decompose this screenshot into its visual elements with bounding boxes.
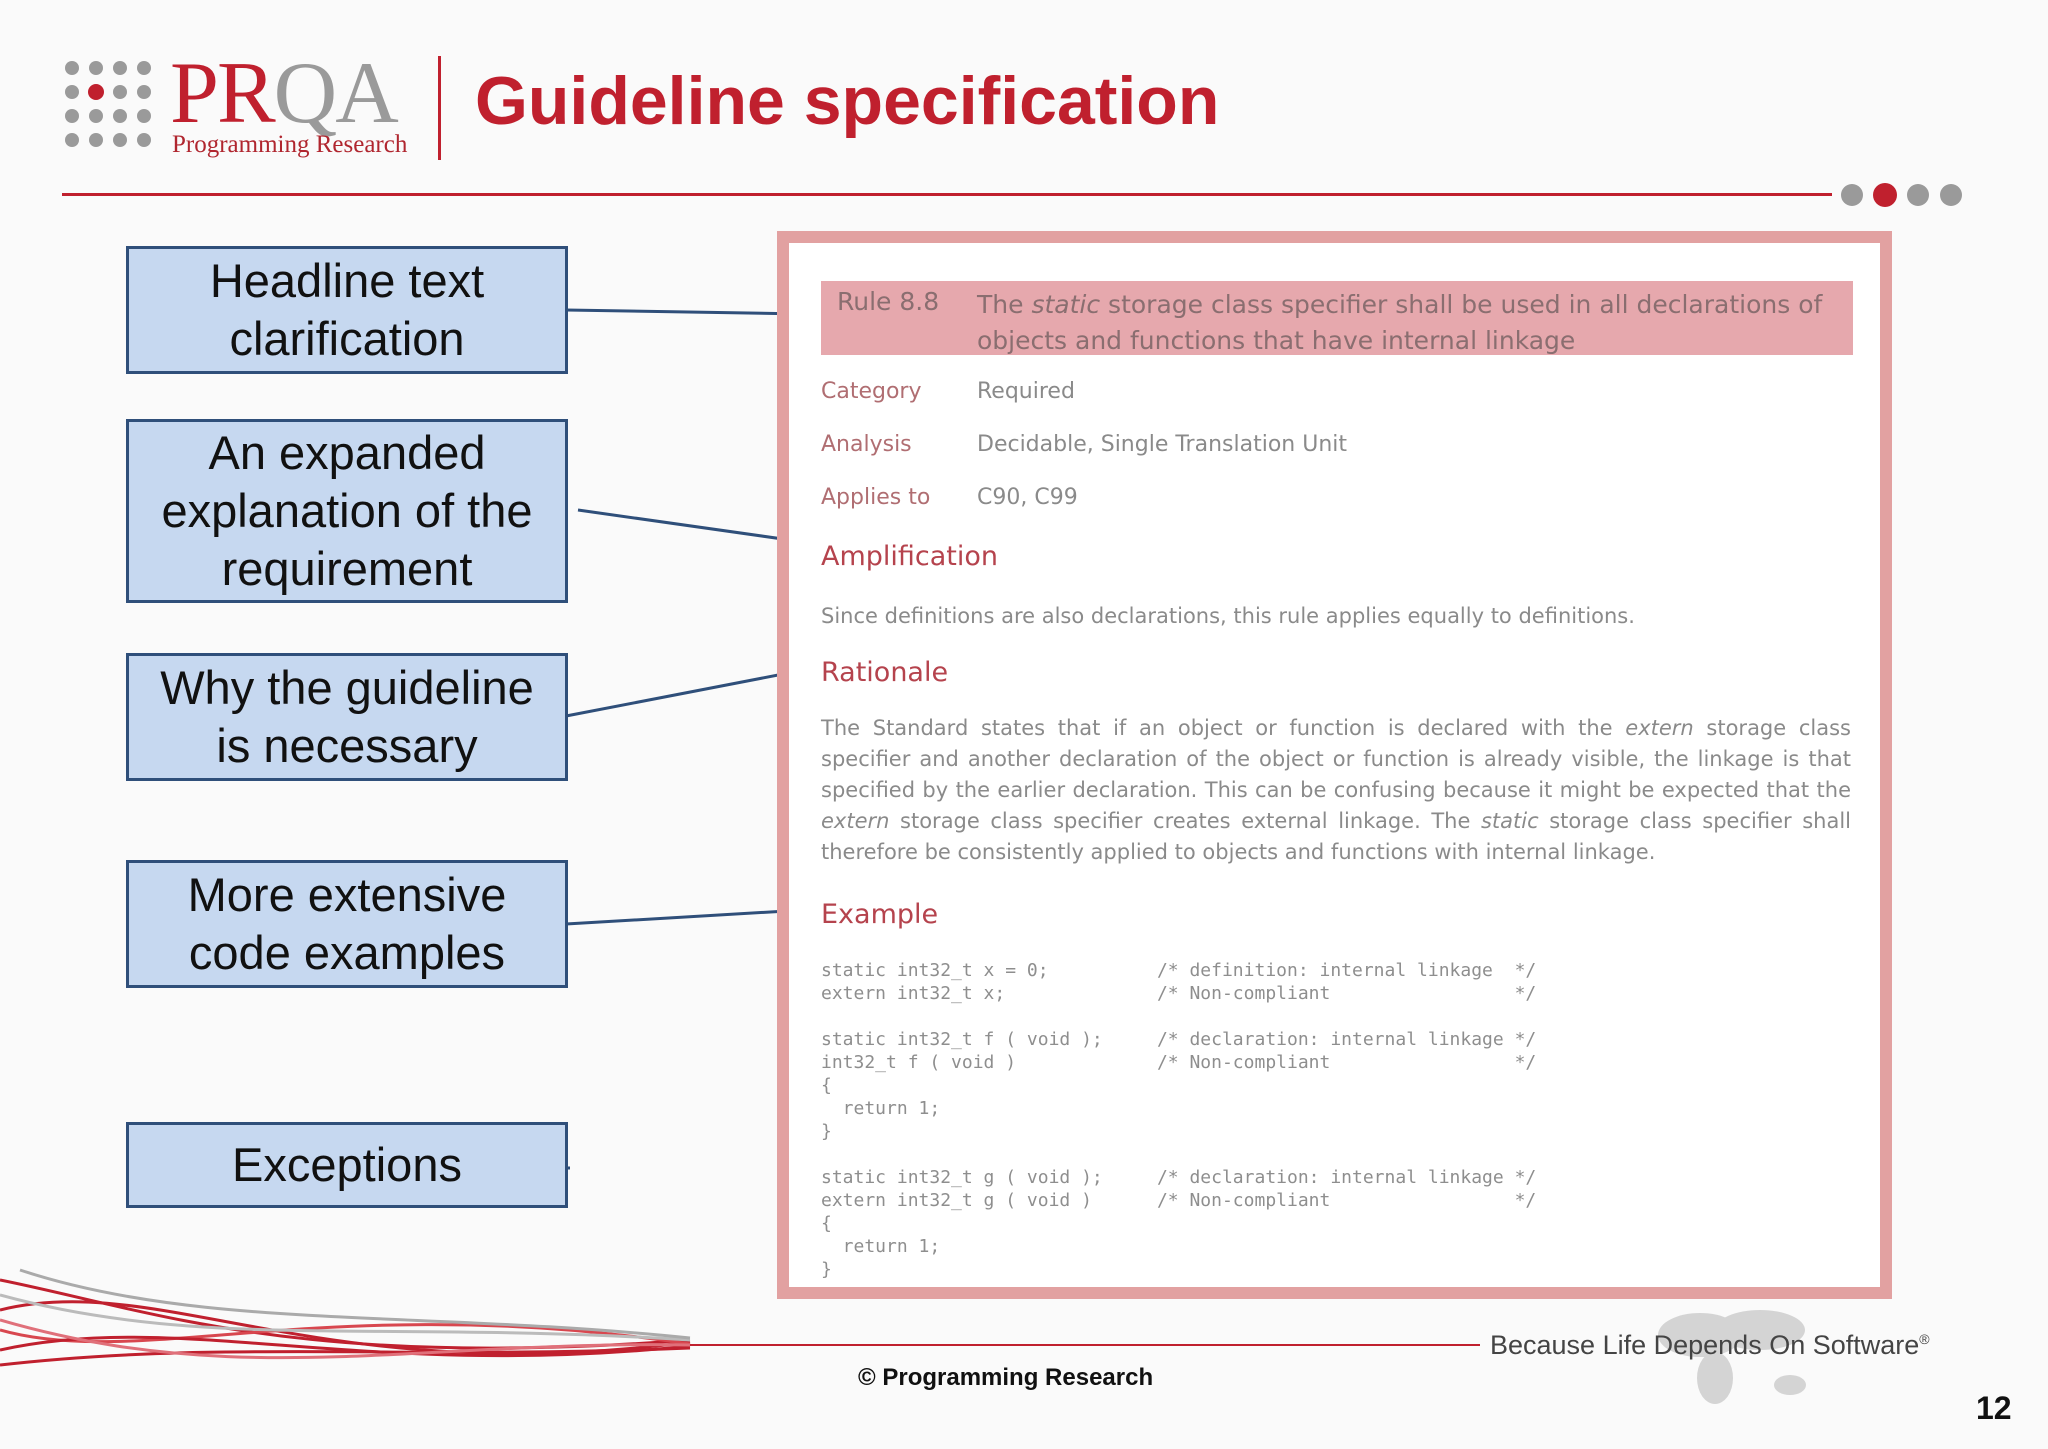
guideline-document [777,231,1892,1299]
code-example-2: static int32_t f ( void ); /* declaration: internal linkage */ int32_t f ( void ) /* Non-compliant */ { return 1; } [821,1029,1537,1142]
applies-to-value: C90, C99 [977,485,1078,510]
category-label: Category [821,379,922,404]
category-value: Required [977,379,1075,404]
rule-id: Rule 8.8 [837,287,940,316]
header-rule [62,193,1832,196]
copyright-notice: © Programming Research [858,1364,1154,1391]
footer-rule [690,1344,1480,1346]
amplification-text: Since definitions are also declarations, this rule applies equally to definitions. [821,604,1635,628]
callout-why-necessary: Why the guideline is necessary [126,653,568,781]
code-example-1: static int32_t x = 0; /* definition: internal linkage */ extern int32_t x; /* Non-compliant */ [821,960,1537,1004]
connector-headline [566,310,804,314]
page-number: 12 [1976,1390,2012,1426]
analysis-value: Decidable, Single Translation Unit [977,432,1348,457]
connector-rationale [566,670,804,716]
company-tagline: Because Life Depends On Software® [1490,1330,1930,1360]
amplification-heading: Amplification [821,541,999,572]
code-example-3: static int32_t g ( void ); /* declaration: internal linkage */ extern int32_t g ( void ) /* Non-compliant */ { return 1; } [821,1167,1537,1280]
slide-title: Guideline specification [475,63,1220,139]
prqa-logo-wordmark: PRQA [170,45,397,142]
callout-headline-text: Headline text clarification [126,246,568,374]
example-heading: Example [821,899,939,930]
analysis-label: Analysis [821,432,912,457]
connector-example [566,910,804,924]
header-separator [438,56,441,160]
callout-expanded-explanation: An expanded explanation of the requirement [126,419,568,603]
callout-code-examples: More extensive code examples [126,860,568,988]
applies-to-label: Applies to [821,485,931,510]
wave-decoration [0,1250,700,1380]
rationale-heading: Rationale [821,657,949,688]
prqa-logo-subtitle: Programming Research [172,131,408,158]
connector-amplification [578,510,804,542]
prqa-logo-dots [62,58,162,158]
rule-headline: The static storage class specifier shall be used in all declarations of objects and functions that have internal linkage [977,290,1823,355]
rationale-text: The Standard states that if an object or function is declared with the extern storage class specifier and another declaration of the object or function is already visible, the linkage is that specified by the earlier declaration. This can be confusing because it might be expected that the extern storage class specifier creates external linkage. The static storage class specifier shall therefore be consistently applied to objects and functions with internal linkage. [821,716,1851,864]
callout-exceptions: Exceptions [126,1122,568,1208]
progress-dots-icon [1832,180,1972,210]
